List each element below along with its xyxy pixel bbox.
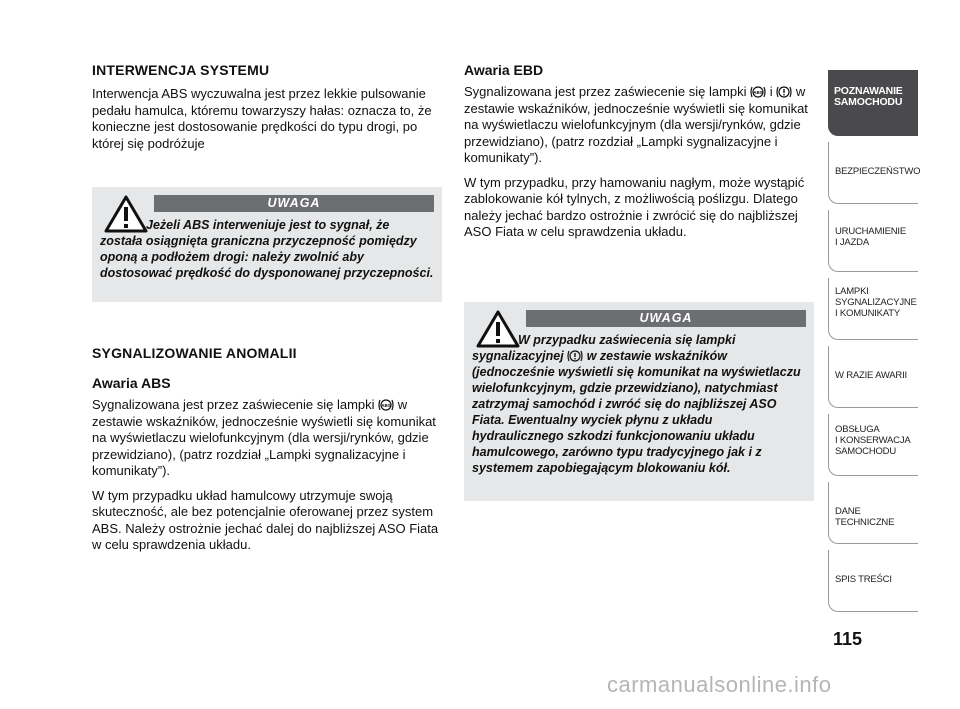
tab-label-line: W RAZIE AWARII [835,370,907,381]
tab-label-line: BEZPIECZEŃSTWO [835,166,921,177]
tab-label-line: OBSŁUGA [835,424,880,435]
tab-label-line: SYGNALIZACYJNE [835,297,917,308]
tab-lampki-sygnalizacyjne[interactable] [828,278,918,340]
page-number: 115 [833,629,863,649]
right-column [464,62,819,249]
tab-bezpieczenstwo[interactable] [828,142,921,204]
tab-obsluga-i-konserwacja[interactable] [828,414,918,476]
tab-label-line: LAMPKI [835,286,869,297]
tab-label-line: URUCHAMIENIE [835,226,906,237]
subheading-abs-failure: Awaria ABS [92,375,171,391]
abs-paragraph-1-end: w zestawie wskaźników, jednocześnie wyświetli się komunikat na wyświetlaczu wielofunkcyjnym (dla wersji/rynków, gdzie przewidziano), (patrz rozdział „Lampki sygnalizacyjne i komunikaty”). [92,397,436,478]
warning-text-start: W przypadku zaświecenia się lampki sygnalizacyjnej [472,333,736,363]
section-heading-anomaly: SYGNALIZOWANIE ANOMALII [92,345,297,361]
warning-triangle-icon [104,195,148,233]
ebd-paragraph-1 [464,84,819,167]
section-heading-system-intervention: INTERWENCJA SYSTEMU [92,62,270,78]
brake-warning-light-icon [776,85,792,99]
warning-text-end: w zestawie wskaźników (jednocześnie wyświetli się komunikat na wyświetlaczu wielofunkcyjnym, gdzie przewidziano), natychmiast zatrzymaj samochód i zwróć się do najbliższej ASO Fiata. Ewentualny wyciek płynu z układu hydraulicznego szkodzi funkcjonowaniu układu hamulcowego, zarówno typu tradycyjnego jak i z systemem zapobiegającym blokowaniu kół. [472,349,801,475]
abs-paragraph-1 [92,397,447,480]
ebd-paragraph-2: W tym przypadku, przy hamowaniu nagłym, może wystąpić zablokowanie kół tylnych, z możliwością poślizgu. Dlatego należy jechać bardzo ostrożnie i zwrócić się do najbliższej ASO Fiata w celu sprawdzenia układu. [464,174,805,239]
svg-text:ABS: ABS [753,90,763,95]
warning-title: UWAGA [526,310,806,327]
tab-dane-techniczne[interactable] [828,482,918,544]
warning-box-abs [92,187,442,302]
warning-text: Jeżeli ABS interweniuje jest to sygnał, że została osiągnięta graniczna przyczepność pomiędzy oponą a podłożem drogi: należy zwolnić aby dostosować prędkość do dysponowanej przyczepności. [100,218,434,280]
warning-title: UWAGA [154,195,434,212]
ebd-conjunction: i [769,84,773,99]
warning-triangle-icon [476,310,520,348]
tab-w-razie-awarii[interactable] [828,346,918,408]
chapter-nav [828,70,921,618]
svg-text:ABS: ABS [381,403,391,408]
ebd-paragraph-1-end: w zestawie wskaźników, jednocześnie wyświetli się komunikat na wyświetlaczu wielofunkcyjnym (dla wersji/rynków, gdzie przewidziano), (patrz rozdział „Lampki sygnalizacyjne i komunikaty”). [464,84,808,165]
abs-paragraph-1-start: Sygnalizowana jest przez zaświecenie się lampki [92,397,375,412]
tab-label-line: SAMOCHODU [834,96,903,108]
warning-box-ebd [464,302,814,501]
ebd-paragraph-1-start: Sygnalizowana jest przez zaświecenie się lampki [464,84,747,99]
anomaly-section [92,345,447,562]
tab-spis-tresci[interactable] [828,550,918,612]
tab-label-line: POZNAWANIE [834,85,903,97]
abs-paragraph-2: W tym przypadku układ hamulcowy utrzymuje swoją skuteczność, ale bez potencjalnie oferowanej przez system ABS. Należy ostrożnie jechać dalej do najbliższej ASO Fiata w celu sprawdzenia układu. [92,487,439,552]
tab-label-line: DANE TECHNICZNE [835,506,895,528]
tab-label-line: SAMOCHODU [835,446,897,457]
watermark: carmanualsonline.info [607,672,832,697]
intro-paragraph: Interwencja ABS wyczuwalna jest przez lekkie pulsowanie pedału hamulca, któremu towarzyszy hałas: oznacza to, że konieczne jest dostosowanie prędkości do typu drogi, po której się podróżuje [92,86,432,151]
left-column [92,62,447,160]
tab-label-line: I KONSERWACJA [835,435,911,446]
abs-warning-light-icon [750,85,766,99]
warning-text [472,332,806,476]
tab-label-line: I KOMUNIKATY [835,308,900,319]
tab-poznawanie-samochodu[interactable] [828,70,918,136]
tab-label-line: SPIS TREŚCI [835,574,892,585]
abs-warning-light-icon [378,398,394,412]
tab-uruchamienie-i-jazda[interactable] [828,210,918,272]
brake-warning-light-icon [567,349,583,363]
tab-label-line: I JAZDA [835,237,869,248]
subheading-ebd-failure: Awaria EBD [464,62,544,78]
